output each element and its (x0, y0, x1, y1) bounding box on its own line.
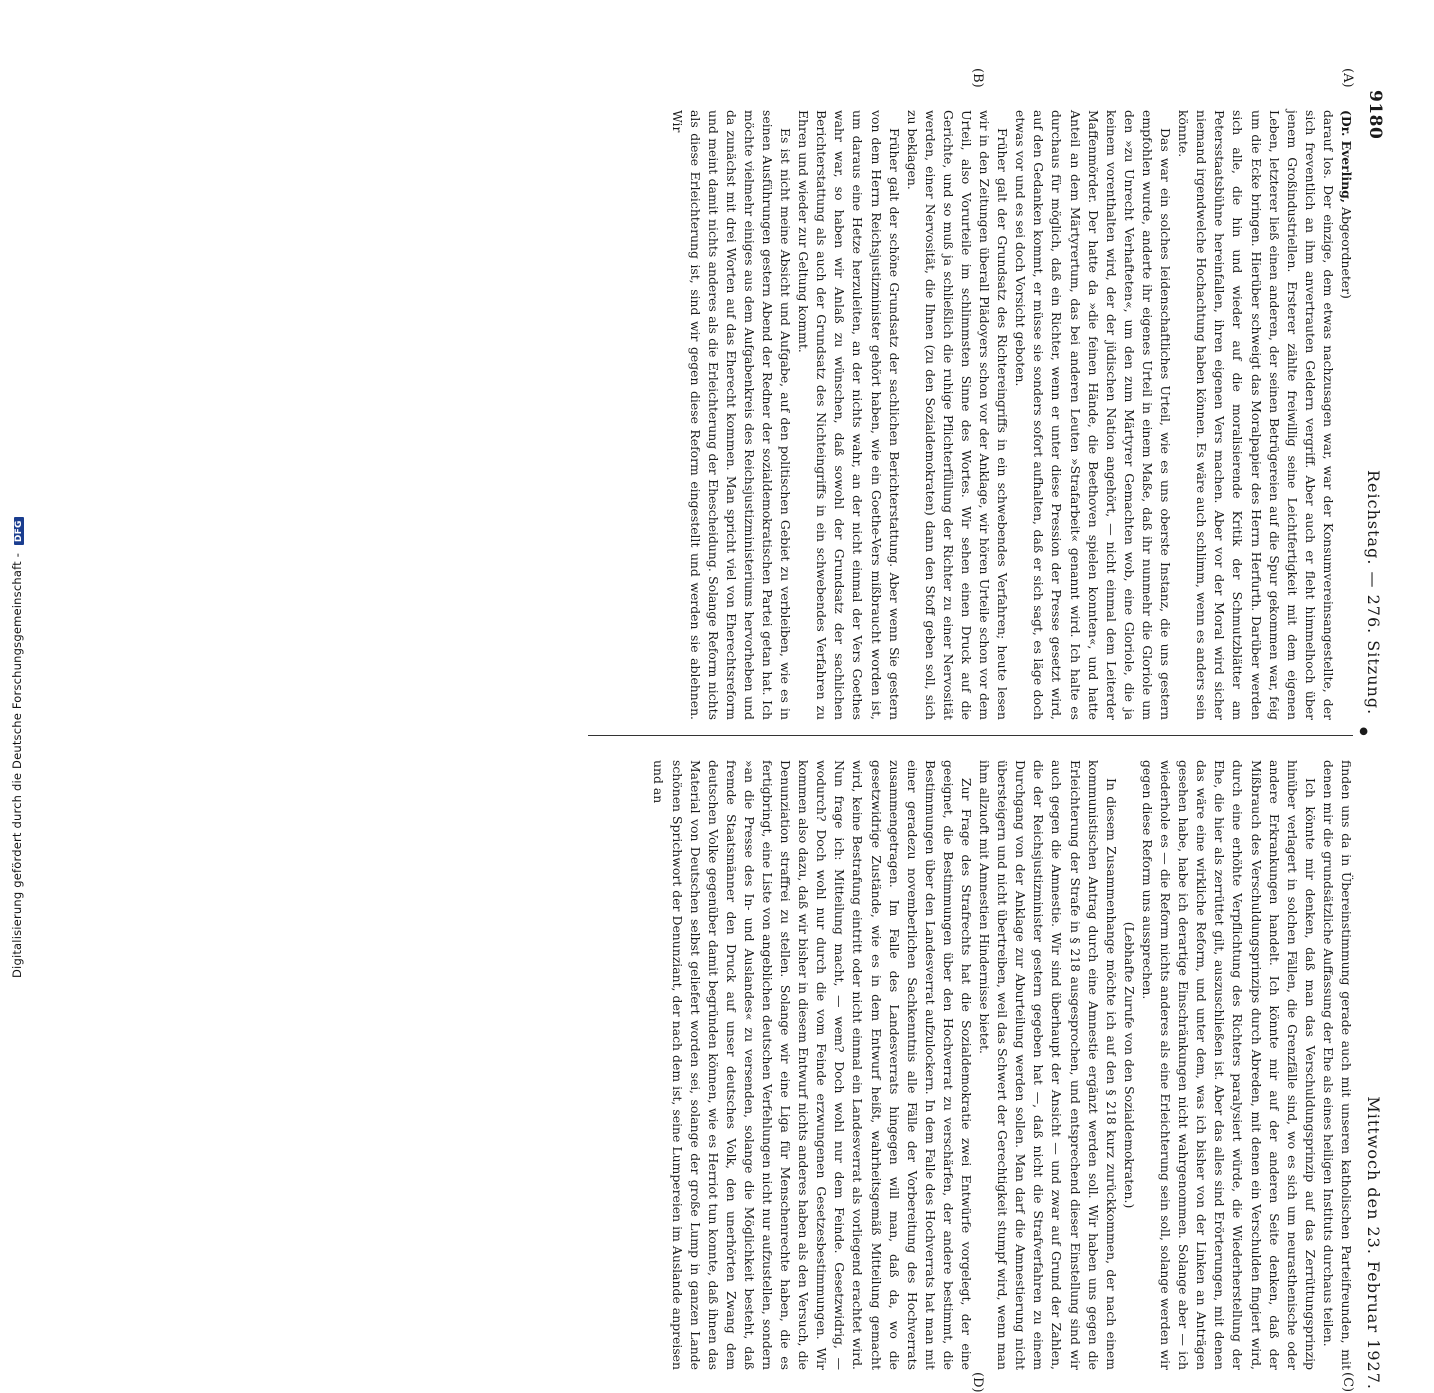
margin-marker-c: (C) (1340, 1372, 1355, 1393)
header-title: Reichstag. — 276. Sitzung. (1364, 470, 1383, 716)
digitization-credit-text: Digitalisierung gefördert durch die Deutsche Forschungsgemeinschaft - (10, 552, 24, 978)
speaker-name: (Dr. Everling, (1339, 110, 1354, 204)
paragraph: Es ist nicht meine Absicht und Aufgabe, auf den politischen Gebiet zu verbleiben, wie es in seinen Ausführungen gestern Abend der Redner der sozialdemokratischen Partei getan hat. Ich möchte vielmehr einiges aus dem Aufgabenkreis des Reichsjustizministeriums hervorheben und da zunächst mit drei Worten auf das Eherecht kommen. Man spricht viel von Eherechtsreform und meint damit nichts anderes als die Erleichterung der Ehescheidung. Solange Reform nichts als diese Erleichterung ist, sind wir gegen diese Reform eingestellt und werden sie ablehnen. Wir (669, 110, 794, 720)
header-date: Mittwoch den 23. Februar 1927. (1364, 1096, 1383, 1390)
paragraph: In diesem Zusammenhange möchte ich auf den § 218 kurz zurückkommen, der nach einem kommunistischen Antrag durch eine Amnestie ergänzt werden soll. Wir haben uns gegen die Erleichterung der Strafe in § 218 ausgesprochen, und entsprechend dieser Einstellung sind wir auch gegen die Amnestie. Wir sind überhaupt der Ansicht — und zwar auf Grund der Zahlen, die der Reichsjustizminister gestern gegeben hat —, daß nicht die Strafverfahren zu einem Durchgang von der Anklage zur Aburteilung werden sollen. Man darf die Amnestierung nicht übersteigern und nicht übertreiben, weil das Schwert der Gerechtigkeit stumpf wird, wenn man ihm allzuoft mit Amnestien Hindernisse bietet. (977, 760, 1119, 1370)
paragraph: Früher galt der Grundsatz des Richtereingriffs in ein schwebendes Verfahren; heute lesen wir in den Zeitungen überall Plädoyers schon vor der Anklage, wir hören Urteile schon vor dem Urteil, also Vorurteile im schlimmsten Sinne des Wortes. Wir sehen einen Druck auf die Gerichte, und so muß ja schließlich die ruhige Pflichterfüllung der Richter zu einer Nervosität werden, einer Nervosität, die Ihnen (zu den Sozialdemokraten) dann den Stoff geben soll, sich zu beklagen. (904, 110, 1011, 720)
right-column (585, 760, 1355, 1370)
paragraph: finden uns da in Übereinstimmung gerade auch mit unseren katholischen Parteifreunden, mit denen mir die grundsätzliche Auffassung der Ehe als eines heiligen Instituts durchaus teilen. (1320, 760, 1354, 1370)
speaker-line (1337, 110, 1355, 720)
paragraph: Früher galt der schöne Grundsatz der sachlichen Berichterstattung. Aber wenn Sie gestern von dem Herrn Reichsjustizminister gehört haben, wie ein Goethe-Vers mißbraucht worden ist, um daraus eine Hetze herzuleiten, an der nichts wahr, an der nicht einmal der Vers Goethes wahr war, so haben wir Anlaß zu wünschen, daß sowohl der Grundsatz der sachlichen Berichterstattung als auch der Grundsatz des Nichteingriffs in ein schwebendes Verfahren zu Ehren und wieder zur Geltung kommt. (796, 110, 902, 720)
margin-marker-d: (D) (970, 1372, 985, 1393)
paragraph: Zur Frage des Strafrechts hat die Sozialdemokratie zwei Entwürfe vorgelegt, der eine geeignet, die Bestimmungen über den Hochverrat zu verschärfen, der andere bestimmt, die Bestimmungen über den Landesverrat aufzulockern. In dem Falle des Hochverrats hat man mit einer geradezu novemberlichen Sachkenntnis alle Fälle der Vorbereitung des Hochverrats zusammengetragen. Im Falle des Landesverrats hingegen will man, daß da, wo die gesetzwidrige Zustände, wie es in dem Entwurf heißt, wahrheitsgemäß Mitteilung gemacht wird, keine Bestrafung eintritt oder nicht einmal ein Landesverrat als vorliegend erachtet wird. Nun frage ich: Mitteilung macht, — wem? Doch wohl nur dem Feinde. Gesetzwidrig, — wodurch? Doch wohl nur durch die vom Feinde erzwungenen Gesetzesbestimmungen. Wir kommen also dazu, daß wir bisher in diesem Entwurf nichts anderes haben als den Versuch, die Denunziation straffrei zu stellen. Solange wir eine Liga für Menschenrechte haben, die es fertigbringt, eine Liste von angeblichen deutschen Verfehlungen nicht nur aufzustellen, sondern »an die Presse des In- und Auslandes« zu versenden, solange die Möglichkeit besteht, daß fremde Staatsmänner den Druck auf unser deutsches Volk, den unerhörten Zwang dem deutschen Volke gegenüber damit begründen können, wie es Herriot tun konnte, daß ihnen das Material von Deutschen selbst geliefert worden sei, solange der große Lump in ganzen Lande schönen Sprichwort der Denunziant, der nach dem ist, seine Lumpereien im Auslande anpreisen und an (651, 760, 975, 1370)
rotated-document (85, 68, 1385, 1393)
dfg-logo-icon: DFG (14, 517, 24, 545)
column-divider (588, 735, 1353, 736)
paragraph: Das war ein solches leidenschaftliches Urteil, wie es uns oberste Instanz, die uns gestern empfohlen wurde, anderte ihr eigenes Urteil in einem Maße, daß ihr nunmehr die Gloriole um den »zu Unrecht Verhafteten«, um den zum Märtyrer Gemachten wob, eine Gloriole, die ja keinem vorenthalten wird, der der jüdischen Nation angehört, — nicht einmal dem Leiterder Maffenmörder. Der hatte da »die feinen Hände, die Beethoven spielen konnten«, und hatte Anteil an dem Märtyrertum, das bei anderen Leuten »Strafarbeit« genannt wird. Ich halte es durchaus für möglich, daß ein Richter, wenn er unter diese Pression der Presse gesetzt wird, auf den Gedanken kommt, er müsse sie sonders sofort aufhalten, daß er sich sagt, es läge doch etwas vor und es sei doch Vorsicht geboten. (1013, 110, 1174, 720)
page-number: 9180 (1365, 90, 1385, 140)
speaker-role: Abgeordneter) (1339, 207, 1354, 299)
paragraph: Ich könnte mir denken, daß man das Verschuldungsprinzip auf das Zerrüttungsprinzip hinüber verlagert in solchen Fällen, die Grenzfälle sind, wo es sich um neurasthenische oder andere Erkrankungen handelt. Ich könnte mir auf der anderen Seite denken, daß der Mißbrauch des Verschuldungsprinzips durch Abreden, mit denen ein Verschulden fingiert wird, durch eine erhöhte Verpflichtung des Richters paralysiert würde, die Wiederherstellung der Ehe, die hier als zerrüttet gilt, auszuschließen ist. Aber das alles sind Erörterungen, mit denen das wäre eine wirkliche Reform, und unter dem, was ich bisher von der Linken an Anträgen gesehen habe, habe ich derartige Einschränkungen nicht wahrgenommen. Solange aber — ich wiederhole es — die Reform nichts anderes als eine Erleichterung sein soll, solange werden wir gegen diese Reform uns aussprechen. (1139, 760, 1318, 1370)
header-bullet: ● (1358, 727, 1369, 736)
left-column (585, 110, 1355, 720)
margin-marker-b: (B) (970, 68, 985, 88)
paragraph: darauf los. Der einzige, dem etwas nachzusagen war, war der Konsumvereinsangestellte, der sich freventlich an ihm anvertrauten Geldern vergriff. Aber auch er fleht himmelhoch über jenem Großindustriellen. Ersterer zählte freiwillig seine Leichtfertigkeit mit dem eigenen Leben, letzterer ließ einen anderen, der seinen Betrügereien auf die Spur gekommen war, feig um die Ecke bringen. Hierüber schweigt das Moralpapier des Herrn Herfurth. Darüber werden sich alle, die hin und wieder auf die moralisierende Kritik der Schmutzblätter am Petersstaatsbühne hereinfallen, ihren eigenen Vers machen. Aber vor der Moral wird sicher niemand irgendwelche Hochachtung haben können. Es wäre auch schlimm, wenn es anders sein könnte. (1176, 110, 1336, 720)
interjection: (Lebhafte Zurufe von den Sozialdemokraten.) (1121, 921, 1137, 1209)
margin-marker-a: (A) (1340, 68, 1355, 88)
digitization-credit (10, 0, 24, 990)
